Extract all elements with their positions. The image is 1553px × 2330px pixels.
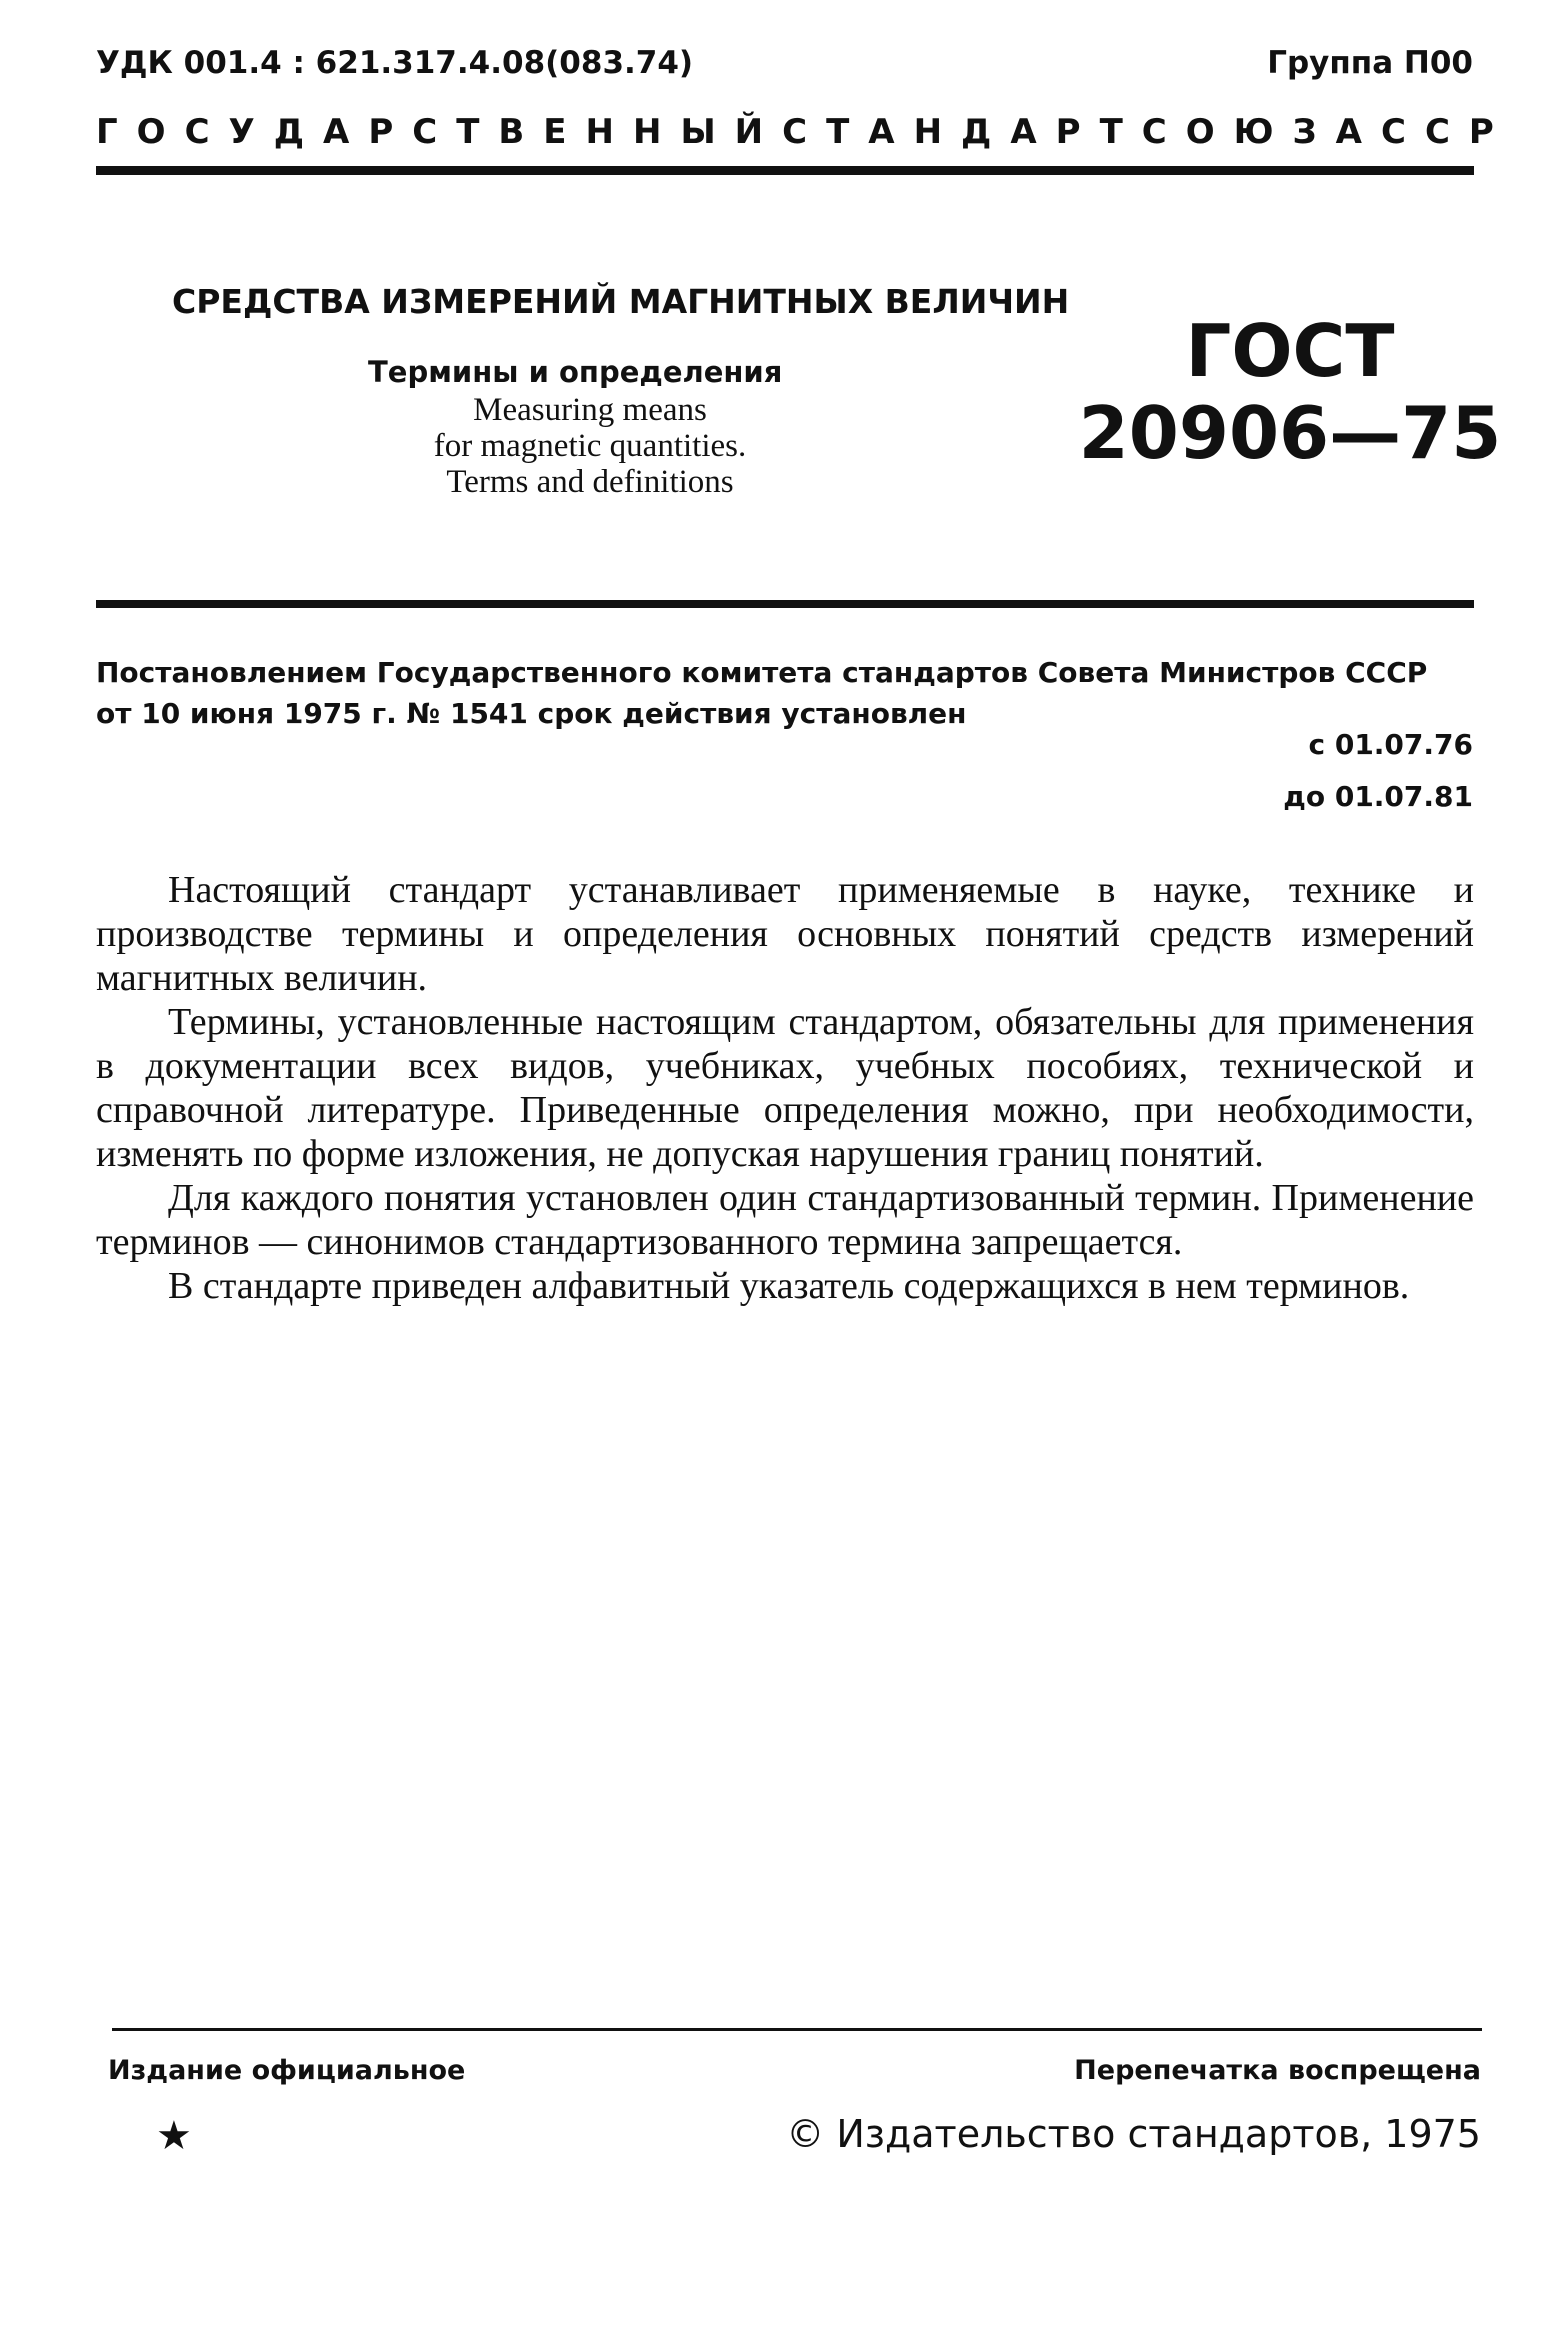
group-code: Группа П00 xyxy=(1267,45,1473,81)
udk-code: УДК 001.4 : 621.317.4.08(083.74) xyxy=(96,45,694,81)
decree-line: Постановлением Государственного комитета стандартов Совета Министров СССР xyxy=(96,656,1428,689)
official-edition-note: Издание официальное xyxy=(108,2055,466,2086)
reprint-prohibited-note: Перепечатка воспрещена xyxy=(1074,2055,1481,2086)
banner-word: ССР xyxy=(1381,112,1513,152)
star-icon: ★ xyxy=(156,2113,192,2158)
subtitle-russian: Термины и определения xyxy=(368,355,783,389)
body-paragraph: Термины, установленные настоящим стандартом, обязательны для применения в документации всех видов, учебниках, учебных пособиях, технической и справочной литературе. Приведенные определения можно, при необходимости, изменять по форме изложения, не допуская нарушения границ понятий. xyxy=(96,1001,1474,1175)
banner-word: СТАНДАРТ xyxy=(782,112,1142,152)
subtitle-english xyxy=(310,392,870,500)
decree-line: от 10 июня 1975 г. № 1541 срок действия установлен xyxy=(96,697,967,730)
body-paragraph: Настоящий стандарт устанавливает применяемые в науке, технике и производстве термины и определения основных понятий средств измерений магнитных величин. xyxy=(96,869,1474,999)
subtitle-english-line: Terms and definitions xyxy=(446,464,734,500)
banner-word: ГОСУДАРСТВЕННЫЙ xyxy=(96,112,783,152)
header-rule xyxy=(96,166,1474,175)
gost-designation xyxy=(1060,310,1520,474)
effective-to-date: до 01.07.81 xyxy=(1283,780,1473,813)
body-paragraph: Для каждого понятия установлен один стандартизованный термин. Применение терминов — синонимов стандартизованного термина запрещается. xyxy=(96,1177,1474,1263)
subtitle-english-line: for magnetic quantities. xyxy=(433,428,747,464)
body-paragraph: В стандарте приведен алфавитный указатель содержащихся в нем терминов. xyxy=(168,1265,1410,1307)
subtitle-english-line: Measuring means xyxy=(473,392,707,428)
document-title: СРЕДСТВА ИЗМЕРЕНИЙ МАГНИТНЫХ ВЕЛИЧИН xyxy=(172,282,1070,321)
footer-rule xyxy=(112,2028,1482,2031)
decree-text xyxy=(96,652,1427,734)
copyright-notice: © Издательство стандартов, 1975 xyxy=(786,2112,1481,2156)
state-standard-banner xyxy=(96,112,1513,152)
gost-word: ГОСТ xyxy=(1185,309,1395,393)
body-text xyxy=(96,868,1474,1308)
banner-word: СОЮЗА xyxy=(1141,112,1381,152)
gost-number: 20906—75 xyxy=(1078,391,1502,475)
title-rule xyxy=(96,600,1474,608)
effective-from-date: с 01.07.76 xyxy=(1308,728,1473,761)
